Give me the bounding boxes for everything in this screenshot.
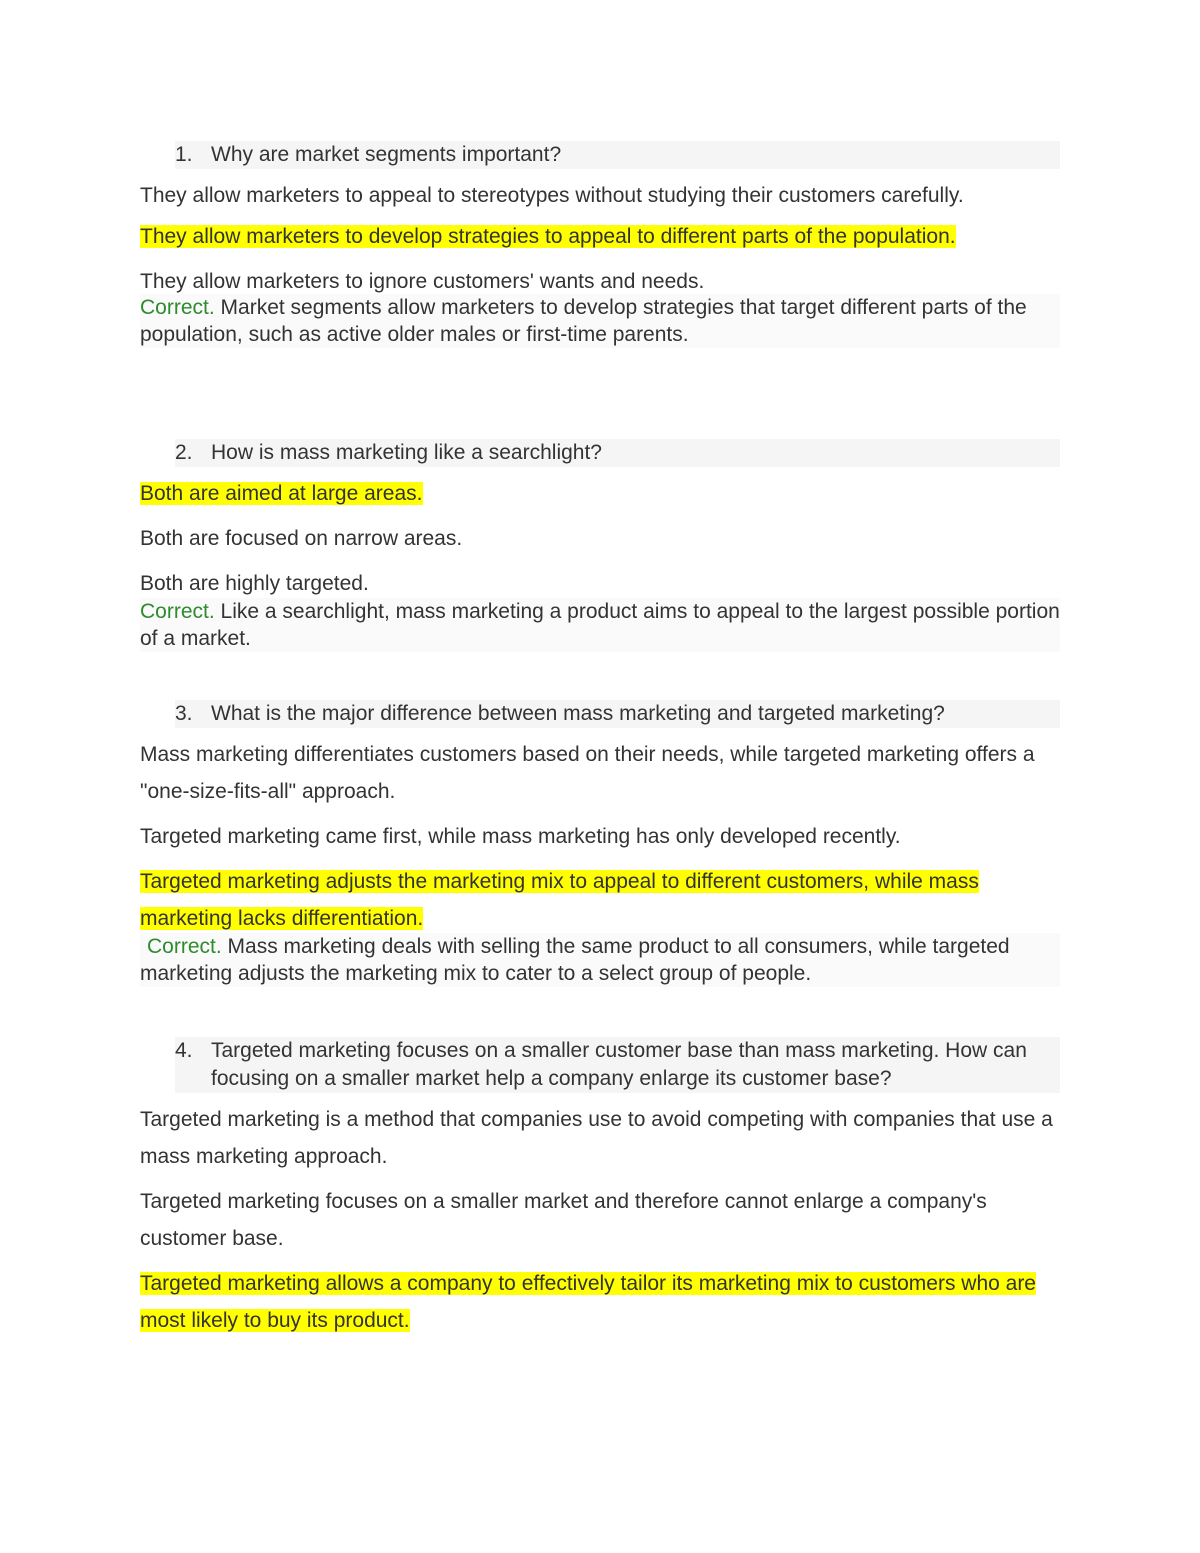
question-1 [140,141,1060,348]
correct-label: Correct. [140,600,215,623]
question-number: 4. [175,1039,193,1062]
answer-option: They allow marketers to ignore customers' wants and needs. [140,270,705,293]
feedback-text: Market segments allow marketers to develop strategies that target different parts of the population, such as active older males or first-time parents. [140,296,1027,346]
question-text: Why are market segments important? [211,143,562,166]
answer-option: Both are focused on narrow areas. [140,527,463,550]
question-2 [140,439,1060,652]
correct-label: Correct. [140,296,215,319]
feedback [140,294,1060,348]
answer-option-highlighted: Both are aimed at large areas. [140,482,423,505]
answer-option-highlighted: Targeted marketing adjusts the marketing mix to appeal to different customers, while mass marketing lacks differentiation. [140,870,979,930]
answer-option-highlighted: Targeted marketing allows a company to effectively tailor its marketing mix to customers who are most likely to buy its product. [140,1272,1036,1332]
correct-label: Correct. [147,935,222,958]
question-text: How is mass marketing like a searchlight? [211,441,602,464]
feedback-text: Mass marketing deals with selling the same product to all consumers, while targeted marketing adjusts the marketing mix to cater to a select group of people. [140,935,1010,985]
question-number: 2. [175,441,193,464]
answer-option: Both are highly targeted. [140,572,369,595]
answer-option: Mass marketing differentiates customers based on their needs, while targeted marketing offers a "one-size-fits-all" approach. [140,743,1035,803]
question-number: 1. [175,143,193,166]
feedback [140,933,1060,987]
answer-option: Targeted marketing is a method that companies use to avoid competing with companies that use a mass marketing approach. [140,1108,1053,1168]
question-text: Targeted marketing focuses on a smaller customer base than mass marketing. How can focusing on a smaller market help a company enlarge its customer base? [211,1039,1027,1090]
question-1-prompt [175,141,1060,169]
answer-option: Targeted marketing focuses on a smaller market and therefore cannot enlarge a company's customer base. [140,1190,987,1250]
answer-option-highlighted: They allow marketers to develop strategies to appeal to different parts of the population. [140,225,956,248]
answer-option: Targeted marketing came first, while mass marketing has only developed recently. [140,825,901,848]
question-4 [140,1037,1060,1339]
question-text: What is the major difference between mass marketing and targeted marketing? [211,702,945,725]
question-3 [140,700,1060,987]
question-2-prompt [175,439,1060,467]
question-number: 3. [175,702,193,725]
feedback [140,598,1060,652]
feedback-text: Like a searchlight, mass marketing a product aims to appeal to the largest possible portion of a market. [140,600,1060,650]
answer-option: They allow marketers to appeal to stereotypes without studying their customers carefully. [140,184,964,207]
question-4-prompt [175,1037,1060,1093]
question-3-prompt [175,700,1060,728]
